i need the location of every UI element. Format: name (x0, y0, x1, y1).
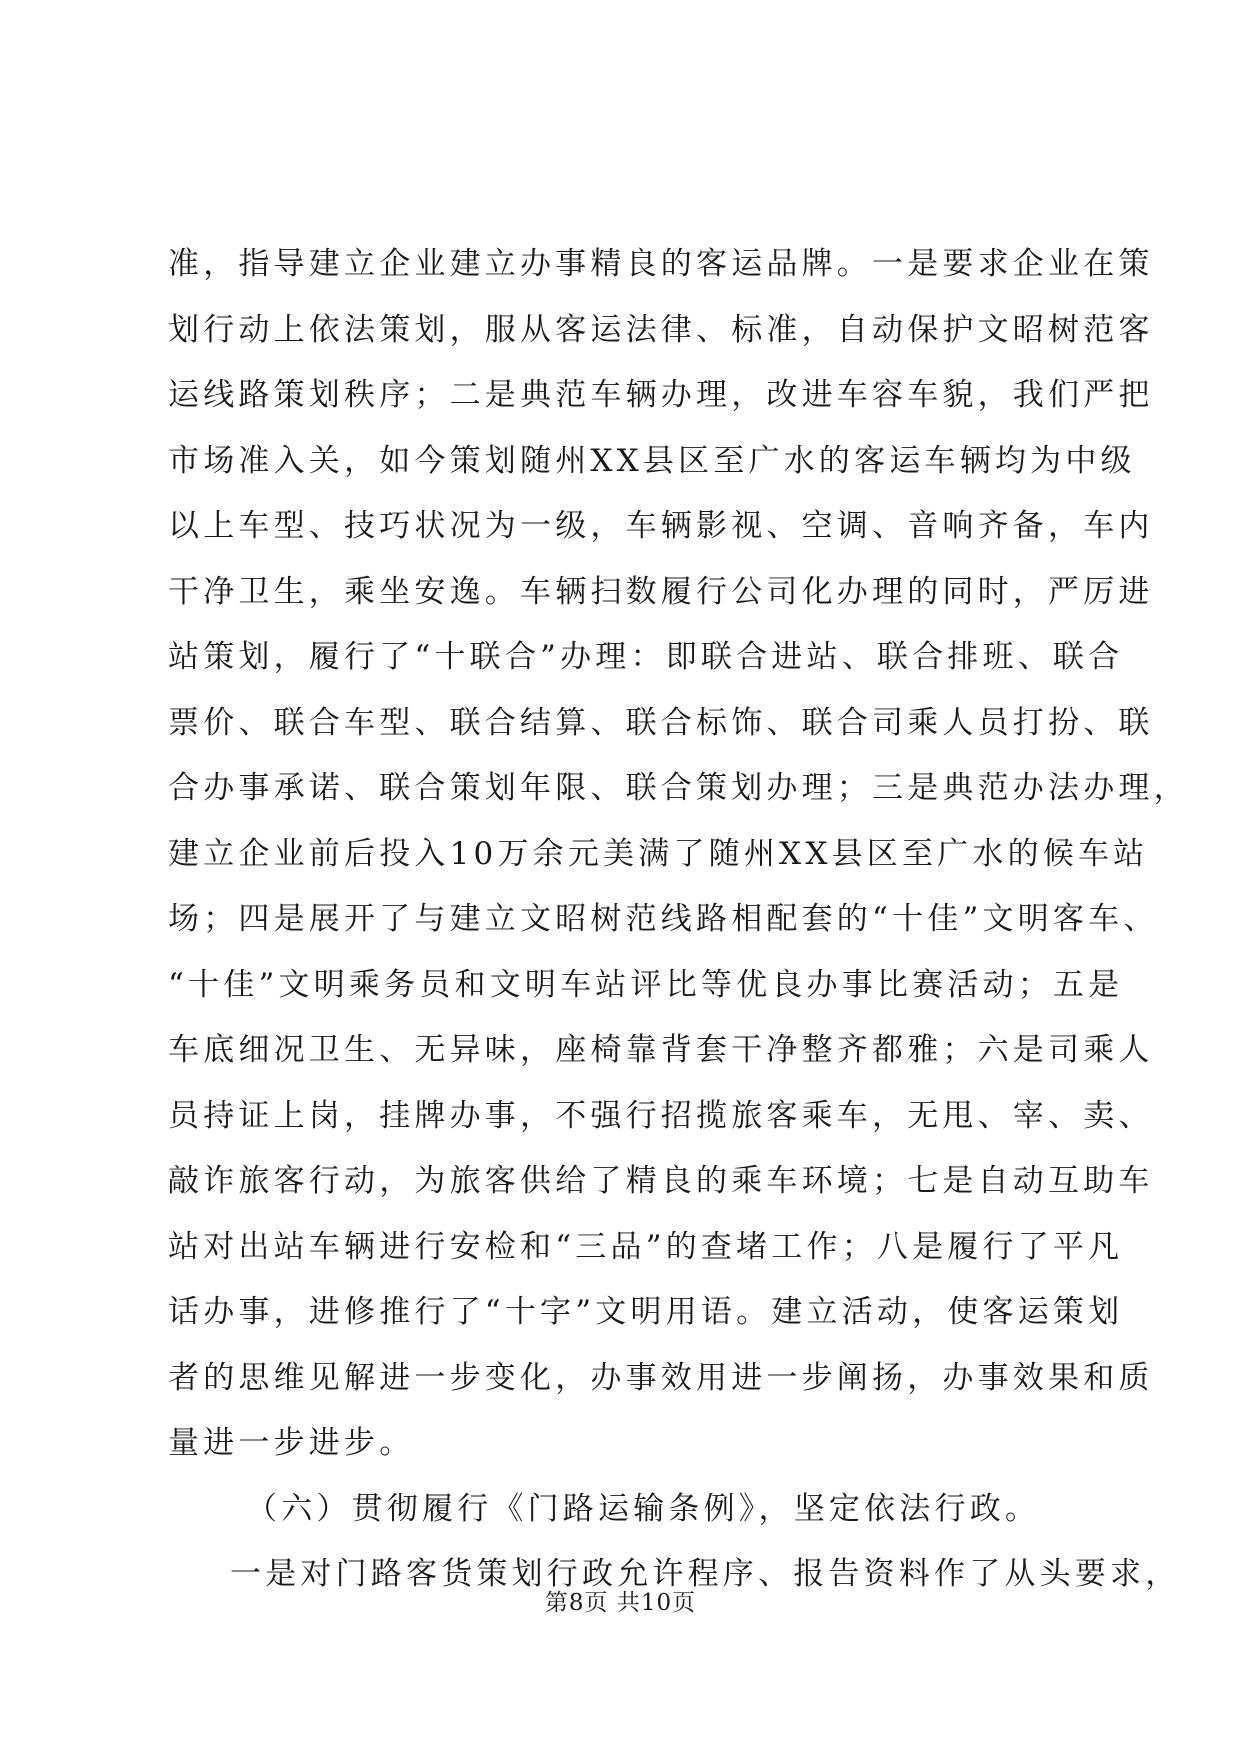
section-first-line: 一是对门路客货策划行政允许程序、报告资料作了从头要求， (230, 1556, 1181, 1592)
paragraph-line: 准，指导建立企业建立办事精良的客运品牌。一是要求企业在策 (168, 246, 1154, 282)
paragraph-line: 票价、联合车型、联合结算、联合标饰、联合司乘人员打扮、联 (168, 704, 1154, 741)
paragraph-line: 干净卫生，乘坐安逸。车辆扫数履行公司化办理的同时，严厉进 (168, 573, 1154, 610)
paragraph-line: 站策划，履行了“十联合”办理：即联合进站、联合排班、联合 (168, 639, 1124, 675)
paragraph-line: “十佳”文明乘务员和文明车站评比等优良办事比赛活动；五是 (168, 966, 1124, 1003)
paragraph-line: 合办事承诺、联合策划年限、联合策划办理；三是典范办法办理， (168, 770, 1189, 806)
paragraph-line: 站对出站车辆进行安检和“三品”的查堵工作；八是履行了平凡 (168, 1228, 1124, 1265)
paragraph-line: 车底细况卫生、无异味，座椅靠背套干净整齐都雅；六是司乘人 (168, 1032, 1154, 1068)
paragraph-line: 运线路策划秩序；二是典范车辆办理，改进车容车貌，我们严把 (168, 377, 1154, 413)
body-text (168, 232, 1189, 1608)
paragraph-line: 划行动上依法策划，服从客运法律、标准，自动保护文昭树范客 (168, 311, 1154, 348)
paragraph-line: 市场准入关，如今策划随州XX县区至广水的客运车辆均为中级 (168, 442, 1136, 479)
paragraph-line: 量进一步进步。 (168, 1425, 415, 1461)
paragraph-line: 敲诈旅客行动，为旅客供给了精良的乘车环境；七是自动互助车 (168, 1163, 1154, 1199)
paragraph-line: 场；四是展开了与建立文昭树范线路相配套的“十佳”文明客车、 (168, 901, 1159, 937)
paragraph-line: 者的思维见解进一步变化，办事效用进一步阐扬，办事效果和质 (168, 1359, 1154, 1396)
paragraph-line: 话办事，进修推行了“十字”文明用语。建立活动，使客运策划 (168, 1294, 1124, 1330)
paragraph-line: 以上车型、技巧状况为一级，车辆影视、空调、音响齐备，车内 (168, 508, 1154, 544)
paragraph-line: 建立企业前后投入10万余元美满了随州XX县区至广水的候车站 (168, 835, 1149, 872)
paragraph-line: 员持证上岗，挂牌办事，不强行招揽旅客乘车，无甩、宰、卖、 (168, 1097, 1154, 1134)
page-number-footer: 第8页 共10页 (544, 1590, 697, 1616)
section-heading: （六）贯彻履行《门路运输条例》，坚定依法行政。 (246, 1490, 1041, 1527)
